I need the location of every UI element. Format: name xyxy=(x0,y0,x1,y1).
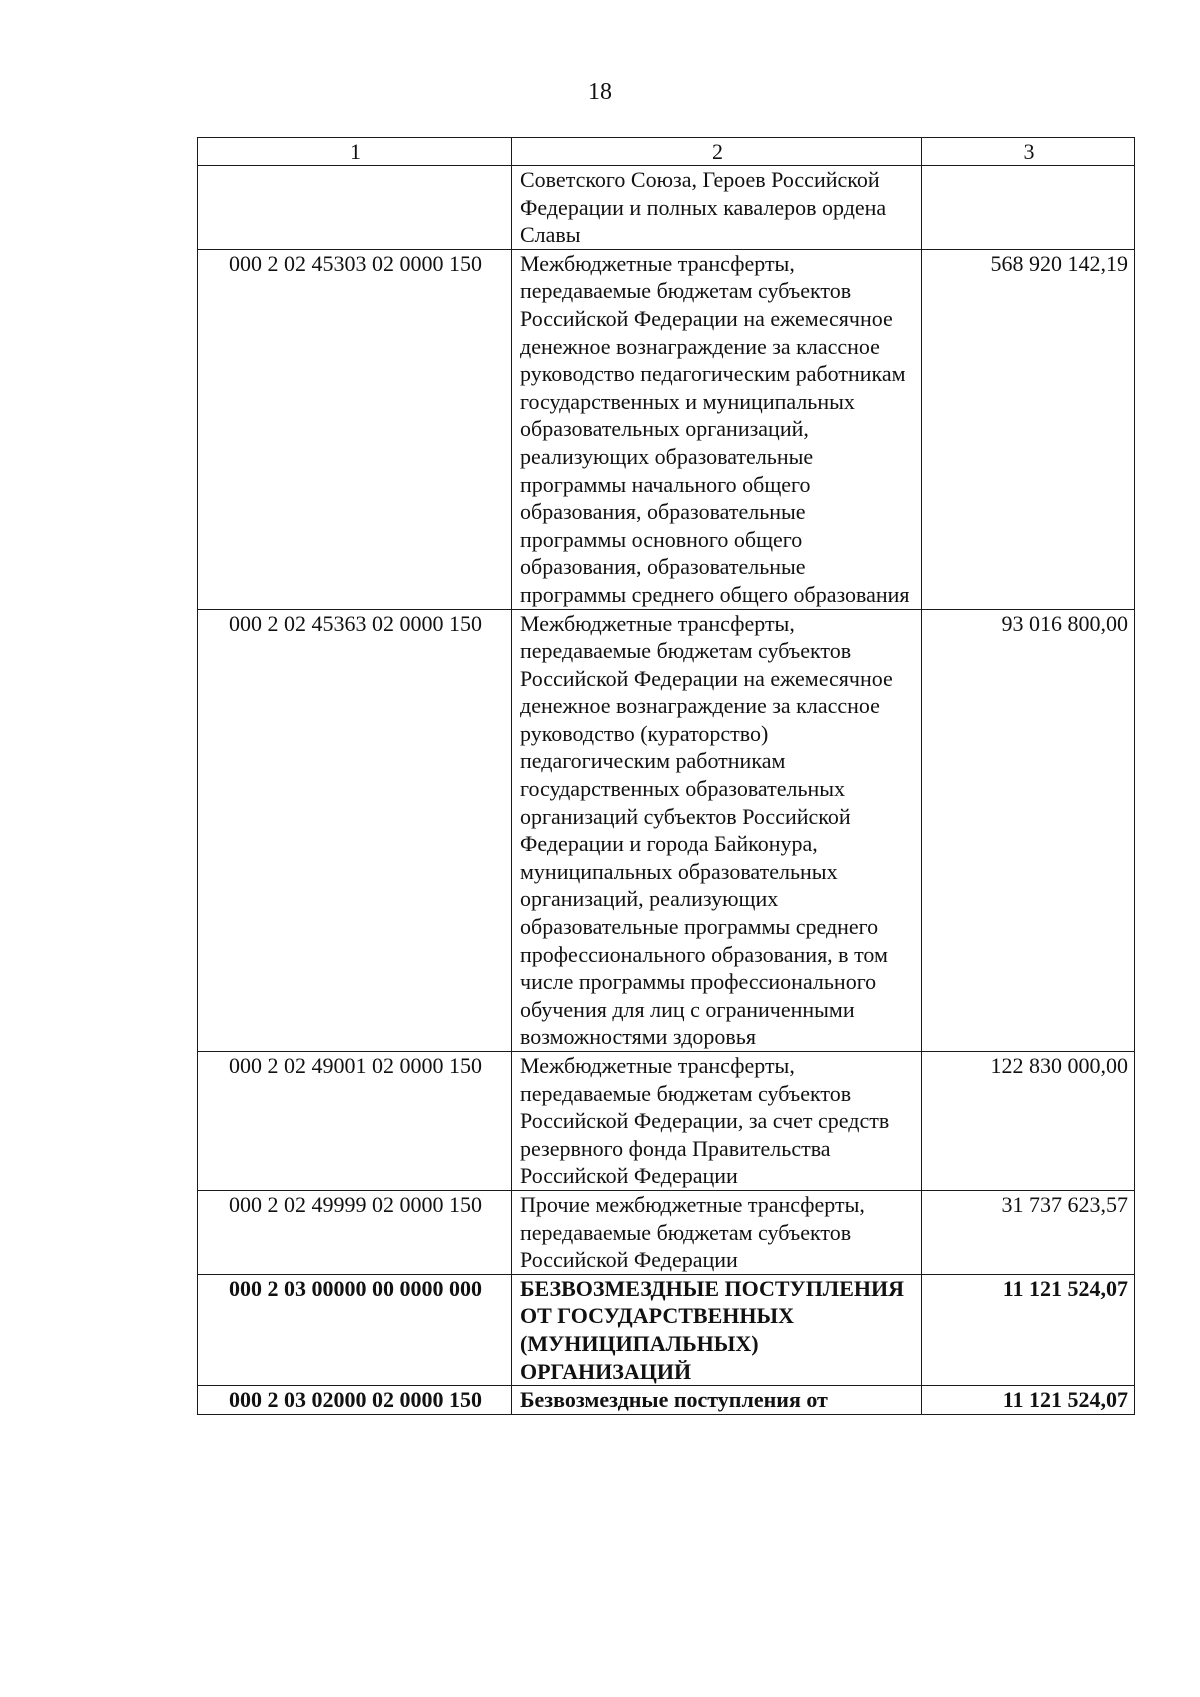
row-code: 000 2 02 49001 02 0000 150 xyxy=(198,1052,512,1191)
row-name: Безвозмездные поступления от xyxy=(512,1386,922,1415)
table-row xyxy=(198,1190,1135,1274)
row-amount: 93 016 800,00 xyxy=(922,609,1135,1052)
row-code: 000 2 02 45303 02 0000 150 xyxy=(198,249,512,609)
table-row xyxy=(198,249,1135,609)
row-amount: 122 830 000,00 xyxy=(922,1052,1135,1191)
row-name: Межбюджетные трансферты, передаваемые бюджетам субъектов Российской Федерации на ежемесячное денежное вознаграждение за классное руководство (кураторство) педагогическим работникам государственных образовательных организаций субъектов Российской Федерации и города Байконура, муниципальных образовательных организаций, реализующих образовательные программы среднего профессионального образования, в том числе программы профессионального обучения для лиц с ограниченными возможностями здоровья xyxy=(512,609,922,1052)
row-code: 000 2 02 45363 02 0000 150 xyxy=(198,609,512,1052)
column-header-code: 1 xyxy=(198,138,512,166)
row-name: Прочие межбюджетные трансферты, передаваемые бюджетам субъектов Российской Федерации xyxy=(512,1190,922,1274)
row-code: 000 2 03 00000 00 0000 000 xyxy=(198,1274,512,1385)
row-code: 000 2 03 02000 02 0000 150 xyxy=(198,1386,512,1415)
table-row xyxy=(198,1052,1135,1191)
row-amount: 568 920 142,19 xyxy=(922,249,1135,609)
row-name: БЕЗВОЗМЕЗДНЫЕ ПОСТУПЛЕНИЯ ОТ ГОСУДАРСТВЕННЫХ (МУНИЦИПАЛЬНЫХ) ОРГАНИЗАЦИЙ xyxy=(512,1274,922,1385)
column-header-name: 2 xyxy=(512,138,922,166)
page-number: 18 xyxy=(588,79,612,105)
table-row-total xyxy=(198,1274,1135,1385)
row-name: Межбюджетные трансферты, передаваемые бюджетам субъектов Российской Федерации, за счет средств резервного фонда Правительства Российской Федерации xyxy=(512,1052,922,1191)
table-row-total xyxy=(198,1386,1135,1415)
table-row xyxy=(198,609,1135,1052)
row-code xyxy=(198,166,512,250)
revenue-table xyxy=(197,137,1135,1415)
row-name: Межбюджетные трансферты, передаваемые бюджетам субъектов Российской Федерации на ежемесячное денежное вознаграждение за классное руководство педагогическим работникам государственных и муниципальных образовательных организаций, реализующих образовательные программы начального общего образования, образовательные программы основного общего образования, образовательные программы среднего общего образования xyxy=(512,249,922,609)
row-amount xyxy=(922,166,1135,250)
row-name: Советского Союза, Героев Российской Федерации и полных кавалеров ордена Славы xyxy=(512,166,922,250)
table-row xyxy=(198,166,1135,250)
column-header-amount: 3 xyxy=(922,138,1135,166)
row-code: 000 2 02 49999 02 0000 150 xyxy=(198,1190,512,1274)
row-amount: 31 737 623,57 xyxy=(922,1190,1135,1274)
row-amount: 11 121 524,07 xyxy=(922,1386,1135,1415)
row-amount: 11 121 524,07 xyxy=(922,1274,1135,1385)
table-header-row xyxy=(198,138,1135,166)
